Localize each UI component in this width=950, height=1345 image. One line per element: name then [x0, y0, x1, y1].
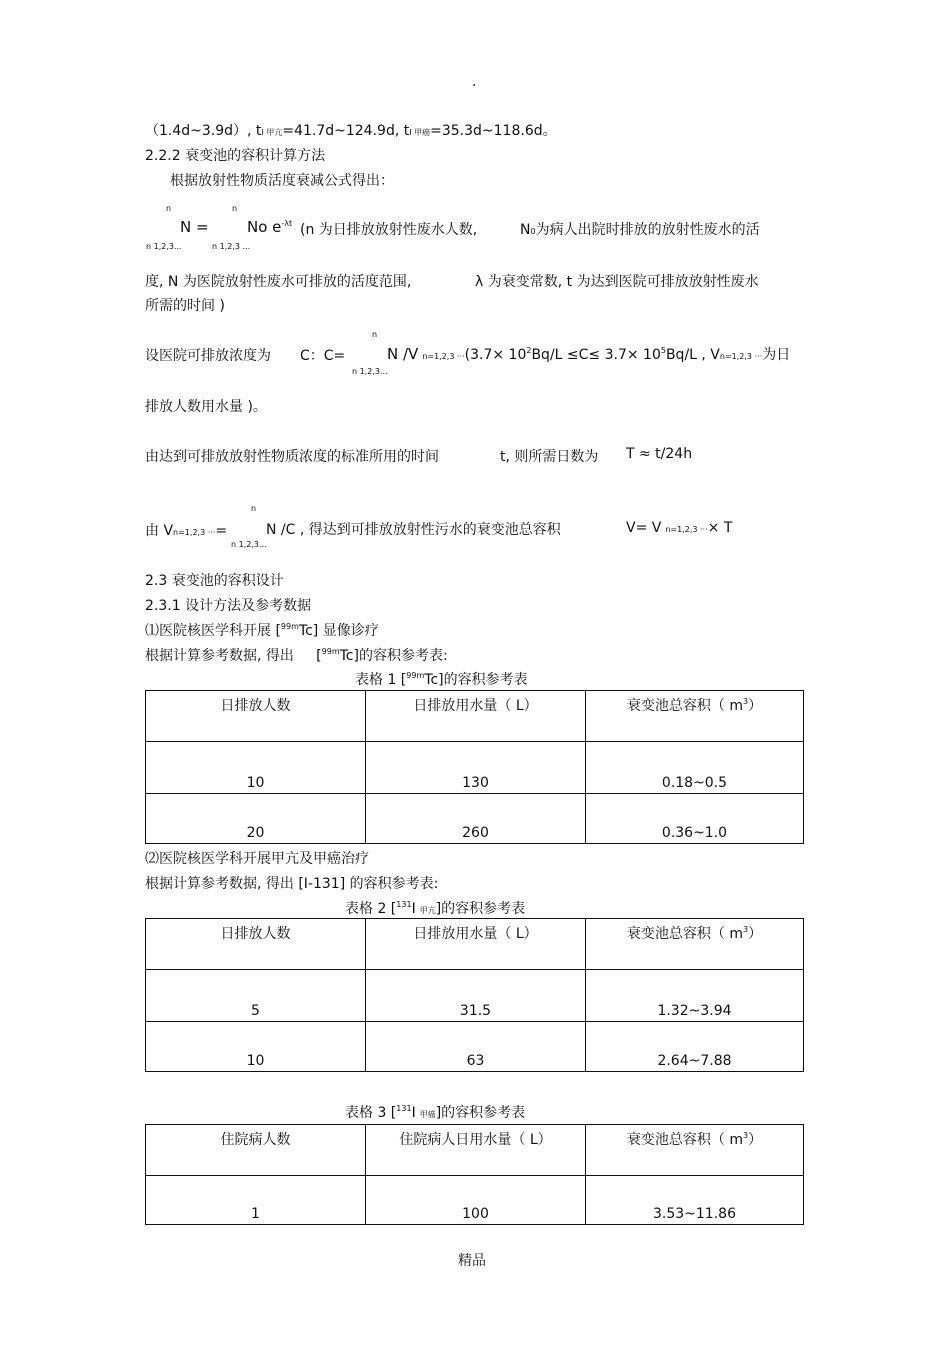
table-cell: 1: [146, 1176, 366, 1225]
table-header-cell: 衰变池总容积（ $m^3$）: [586, 919, 804, 970]
formula-desc: (n 为日排放放射性废水人数,: [300, 222, 478, 238]
calc-2: 根据计算参考数据, 得出 [I-131] 的容积参考表:: [145, 876, 439, 892]
time-line-a: 由达到可排放放射性物质浓度的标准所用的时间: [145, 449, 439, 465]
time-line-c: T ≈ t/24h: [626, 446, 693, 462]
table-1: [145, 690, 804, 844]
conc-label: 设医院可排放浓度为: [145, 348, 271, 364]
item-2: ⑵医院核医学科开展甲亢及甲癌治疗: [145, 851, 369, 867]
para-time: 所需的时间 ): [145, 298, 225, 314]
formula-desc-n0: N0为病人出院时排放的放射性废水的活: [520, 222, 760, 238]
table-cell: 10: [146, 742, 366, 794]
table-header-row: [146, 691, 804, 742]
table-cell: 0.36~1.0: [586, 794, 804, 844]
sum-lower-index: n 1,2,3...: [146, 242, 182, 251]
table-row: [146, 1022, 804, 1072]
vol-sum-lower: n 1,2,3...: [231, 540, 267, 549]
formula-rhs: No $e^{-\lambda t}$: [247, 218, 293, 236]
table-cell: 100: [366, 1176, 586, 1225]
table-cell: 10: [146, 1022, 366, 1072]
table-header-row: [146, 1125, 804, 1176]
table-2-caption: 表格 2 [$^{131}$I 甲亢]的容积参考表: [345, 900, 526, 917]
table-header-cell: 衰变池总容积（ $m^3$）: [586, 691, 804, 742]
para-lambda: λ 为衰变常数, t 为达到医院可排放放射性废水: [475, 274, 759, 290]
table-header-cell: 住院病人数: [146, 1125, 366, 1176]
table-cell: 20: [146, 794, 366, 844]
time-line-b: t, 则所需日数为: [500, 449, 599, 465]
table-3: [145, 1124, 804, 1225]
table-row: [146, 794, 804, 844]
table-cell: 63: [366, 1022, 586, 1072]
table-row: [146, 970, 804, 1022]
table-cell: 5: [146, 970, 366, 1022]
sum-upper-n-2: n: [232, 204, 238, 213]
table-cell: 2.64~7.88: [586, 1022, 804, 1072]
section-2-3-1-heading: 2.3.1 设计方法及参考数据: [145, 598, 312, 614]
conc-c: C：C=: [300, 348, 346, 364]
header-dot: .: [472, 74, 477, 90]
table-1-caption: 表格 1 [$^{99m}$Tc]的容积参考表: [355, 671, 528, 688]
item-1: ⑴医院核医学科开展 [$^{99m}$Tc] 显像诊疗: [145, 622, 379, 639]
table-header-cell: 日排放用水量（ L）: [366, 919, 586, 970]
table-row: [146, 1176, 804, 1225]
table-cell: 0.18~0.5: [586, 742, 804, 794]
table-cell: 130: [366, 742, 586, 794]
vol-v: V= V n=1,2,3 ···× T: [626, 520, 733, 536]
section-2-3-heading: 2.3 衰变池的容积设计: [145, 573, 284, 589]
table-cell: 260: [366, 794, 586, 844]
section-2-2-2-heading: 2.2.2 衰变池的容积计算方法: [145, 148, 326, 164]
sum-upper-n: n: [166, 204, 172, 213]
vol-a: 由 Vn=1,2,3 ···=: [145, 523, 228, 539]
calc-1: 根据计算参考数据, 得出 [$^{99m}$Tc]的容积参考表:: [145, 647, 448, 664]
formula-lhs: N =: [180, 218, 209, 236]
table-2: [145, 918, 804, 1072]
table-row: [146, 742, 804, 794]
table-cell: 1.32~3.94: [586, 970, 804, 1022]
conc-nv: N /V $n=1,2,3 \cdot\cdot\cdot(3.7\times 10^2Bq/L \le C\le 3.7\times 10^5Bq/L$ , Vn=1,2,3 ···为日: [387, 345, 791, 363]
conc-sum-upper: n: [372, 330, 378, 339]
conc-end: 排放人数用水量 )。: [145, 399, 267, 415]
page-footer: 精品: [458, 1253, 486, 1269]
table-header-cell: 日排放人数: [146, 691, 366, 742]
table-cell: 31.5: [366, 970, 586, 1022]
conc-sum-lower: n 1,2,3...: [352, 367, 388, 376]
intro-text: 根据放射性物质活度衰减公式得出：: [170, 173, 394, 189]
table-header-cell: 日排放用水量（ L）: [366, 691, 586, 742]
table-header-row: [146, 919, 804, 970]
table-header-cell: 住院病人日用水量（ L）: [366, 1125, 586, 1176]
table-header-cell: 日排放人数: [146, 919, 366, 970]
vol-nc: N /C , 得达到可排放放射性污水的衰变池总容积: [266, 522, 561, 538]
sum-lower-index-2: n 1,2,3 ...: [212, 242, 251, 251]
table-header-cell: 衰变池总容积（ $m^3$）: [586, 1125, 804, 1176]
para-degree: 度, N 为医院放射性废水可排放的活度范围,: [145, 274, 412, 290]
half-life-line: （1.4d~3.9d）, tI 甲亢=41.7d~124.9d, tI 甲癌=35.3d~118.6d。: [145, 123, 557, 139]
table-cell: 3.53~11.86: [586, 1176, 804, 1225]
table-3-caption: 表格 3 [$^{131}$I 甲癌]的容积参考表: [345, 1104, 526, 1121]
vol-sum-upper: n: [251, 504, 257, 513]
